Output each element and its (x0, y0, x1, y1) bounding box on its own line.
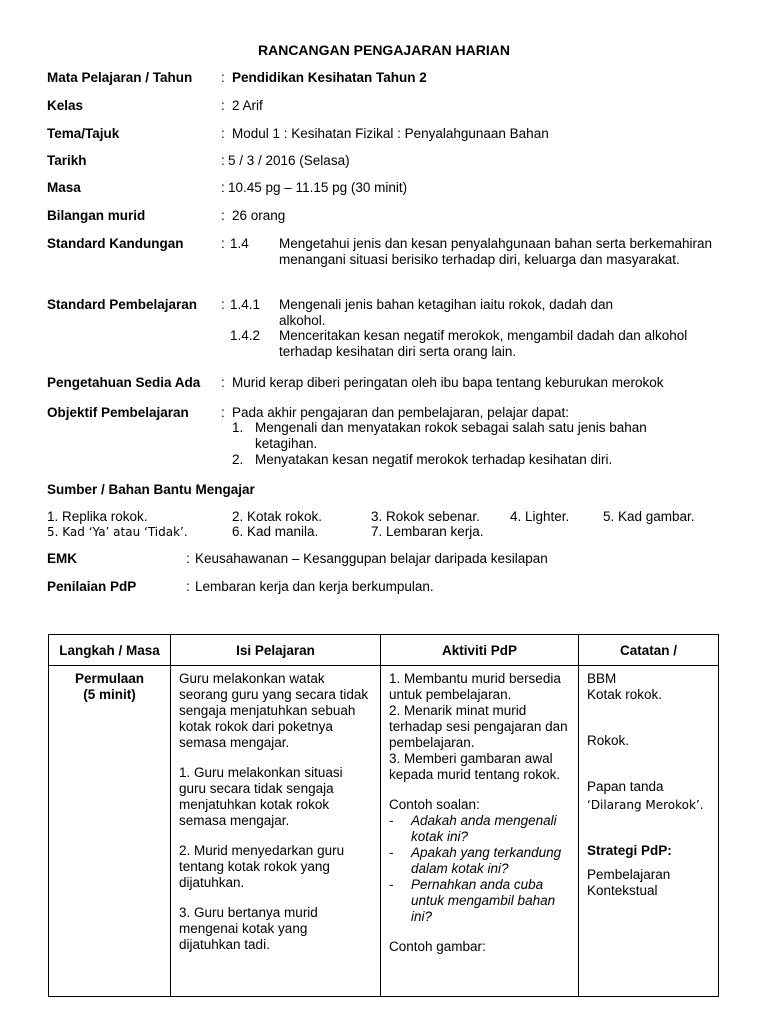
question-item: - Apakah yang terkandung dalam kotak ini? (389, 845, 570, 877)
colon: : (186, 579, 190, 594)
learning-standard-label: Standard Pembelajaran (47, 297, 198, 312)
notes-item: ‘Dilarang Merokok’. (587, 798, 704, 812)
step-cell (49, 666, 171, 997)
prior-knowledge-label: Pengetahuan Sedia Ada (47, 375, 201, 390)
colon: : (186, 551, 190, 566)
page-title: RANCANGAN PENGAJARAN HARIAN (257, 42, 510, 58)
resource-item: 7. Lembaran kerja. (371, 524, 484, 539)
assessment-label: Penilaian PdP (47, 579, 137, 594)
class-label: Kelas (47, 98, 84, 113)
emk-value: Keusahawanan – Kesanggupan belajar daripada kesilapan (195, 551, 548, 566)
bbm-item: Kotak rokok. (587, 687, 663, 702)
content-paragraph: 2. Murid menyedarkan guru tentang kotak rokok yang dijatuhkan. (179, 843, 345, 890)
notes-cell (579, 666, 719, 997)
strategy-value: Pembelajaran Kontekstual (587, 867, 671, 898)
objective-text-1: Mengenali dan menyatakan rokok sebagai salah satu jenis bahan ketagihan. (255, 420, 647, 451)
activities-cell (381, 666, 579, 997)
step-duration: (5 minit) (83, 687, 136, 702)
notes-item: Rokok. (587, 733, 630, 748)
question-text: Apakah yang terkandung dalam kotak ini? (411, 845, 562, 876)
theme-value: Modul 1 : Kesihatan Fizikal : Penyalahgunaan Bahan (232, 126, 549, 141)
table-row (49, 666, 719, 997)
theme-label: Tema/Tajuk (47, 126, 120, 141)
content-paragraph: 3. Guru bertanya murid mengenai kotak yang dijatuhkan tadi. (179, 905, 318, 952)
notes-item: Papan tanda (587, 779, 664, 794)
colon: : (221, 297, 225, 312)
content-cell (171, 666, 381, 997)
activity-step: 2. Menarik minat murid terhadap sesi pengajaran dan pembelajaran. (389, 703, 568, 750)
colon: : (221, 98, 225, 113)
colon: : (221, 375, 225, 390)
objective-text-2: Menyatakan kesan negatif merokok terhadap kesihatan diri. (255, 452, 613, 467)
learning-standard-text-1: Mengenali jenis bahan ketagihan iaitu rokok, dadah dan alkohol. (279, 297, 613, 328)
image-label: Contoh gambar: (389, 939, 486, 954)
objectives-label: Objektif Pembelajaran (47, 405, 189, 420)
colon: : (221, 236, 225, 251)
question-item: - Pernahkan anda cuba untuk mengambil bahan ini? (389, 877, 570, 925)
resource-item: 5. Kad gambar. (603, 509, 695, 524)
colon: : (221, 153, 225, 168)
content-paragraph: 1. Guru melakonkan situasi guru secara tidak sengaja menjatuhkan kotak rokok semasa mengajar. (179, 765, 343, 828)
activity-step: 1. Membantu murid bersedia untuk pembelajaran. (389, 671, 561, 702)
resource-item: 6. Kad manila. (232, 524, 319, 539)
content-standard-text: Mengetahui jenis dan kesan penyalahgunaan bahan serta berkemahiran menangani situasi berisiko terhadap diri, keluarga dan masyarakat. (279, 236, 713, 267)
subject-value: Pendidikan Kesihatan Tahun 2 (232, 70, 427, 85)
objective-num-2: 2. (232, 452, 244, 467)
colon: : (221, 405, 225, 420)
learning-standard-code-2: 1.4.2 (230, 328, 261, 343)
colon: : (221, 180, 225, 195)
header-content: Isi Pelajaran (171, 635, 381, 666)
resource-item: 5. Kad ‘Ya’ atau ‘Tidak’. (47, 525, 188, 539)
resource-item: 1. Replika rokok. (47, 509, 148, 524)
bbm-label: BBM (587, 671, 617, 686)
resource-item: 3. Rokok sebenar. (371, 509, 480, 524)
students-value: 26 orang (232, 208, 286, 223)
question-text: Pernahkan anda cuba untuk mengambil bahan ini? (411, 877, 556, 924)
questions-label: Contoh soalan: (389, 797, 480, 812)
question-item: - Adakah anda mengenali kotak ini? (389, 813, 570, 845)
prior-knowledge-value: Murid kerap diberi peringatan oleh ibu bapa tentang keburukan merokok (232, 375, 664, 390)
resource-item: 2. Kotak rokok. (232, 509, 323, 524)
resources-label: Sumber / Bahan Bantu Mengajar (47, 482, 255, 497)
resource-item: 4. Lighter. (510, 509, 570, 524)
objective-num-1: 1. (232, 420, 244, 435)
header-notes: Catatan / (579, 635, 719, 666)
content-paragraph: Guru melakonkan watak seorang guru yang secara tidak sengaja menjatuhkan sebuah kotak rokok dari poketnya semasa mengajar. (179, 671, 369, 750)
time-label: Masa (47, 180, 81, 195)
step-name: Permulaan (74, 671, 145, 686)
content-standard-code: 1.4 (230, 236, 249, 251)
time-value: 10.45 pg – 11.15 pg (30 minit) (228, 180, 408, 195)
objectives-intro: Pada akhir pengajaran dan pembelajaran, pelajar dapat: (232, 405, 569, 420)
header-step: Langkah / Masa (49, 635, 171, 666)
emk-label: EMK (47, 551, 77, 566)
students-label: Bilangan murid (47, 208, 146, 223)
learning-standard-code-1: 1.4.1 (230, 297, 261, 312)
learning-standard-text-2: Menceritakan kesan negatif merokok, mengambil dadah dan alkohol terhadap kesihatan diri serta orang lain. (279, 328, 688, 359)
colon: : (221, 70, 225, 85)
lesson-plan-table (48, 634, 719, 997)
colon: : (221, 126, 225, 141)
strategy-label: Strategi PdP: (587, 843, 672, 858)
date-label: Tarikh (47, 153, 87, 168)
question-text: Adakah anda mengenali kotak ini? (411, 813, 557, 844)
content-standard-label: Standard Kandungan (47, 236, 184, 251)
activity-step: 3. Memberi gambaran awal kepada murid tentang rokok. (389, 751, 561, 782)
colon: : (221, 208, 225, 223)
subject-label: Mata Pelajaran / Tahun (47, 70, 193, 85)
date-value: 5 / 3 / 2016 (Selasa) (228, 153, 350, 168)
class-value: 2 Arif (232, 98, 263, 113)
assessment-value: Lembaran kerja dan kerja berkumpulan. (195, 579, 434, 594)
header-activities: Aktiviti PdP (381, 635, 579, 666)
table-header-row (49, 635, 719, 666)
